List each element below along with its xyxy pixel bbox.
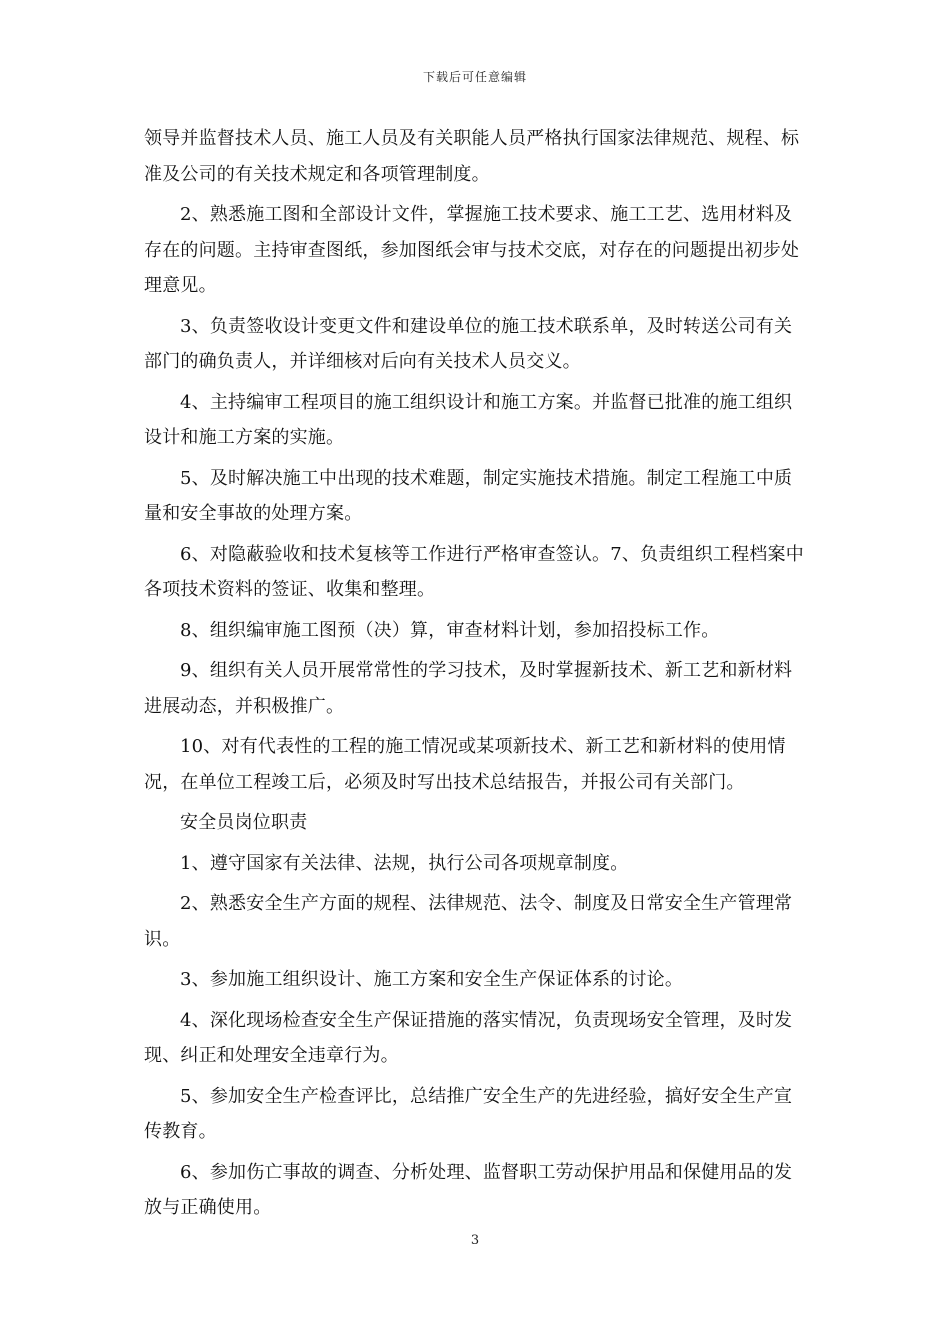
- paragraph-item-3: 3、负责签收设计变更文件和建设单位的施工技术联系单，及时转送公司有关部门的确负责人，并详细核对后向有关技术人员交义。: [144, 315, 793, 372]
- paragraph-item-5: 5、及时解决施工中出现的技术难题，制定实施技术措施。制定工程施工中质量和安全事故的处理方案。: [144, 467, 793, 524]
- safety-item-2: 2、熟悉安全生产方面的规程、法律规范、法令、制度及日常安全生产管理常识。: [144, 893, 793, 950]
- page-header: 下载后可任意编辑: [422, 70, 527, 84]
- page-number: 3: [470, 1233, 480, 1248]
- paragraph-continuation: 领导并监督技术人员、施工人员及有关职能人员严格执行国家法律规范、规程、标准及公司的有关技术规定和各项管理制度。: [144, 128, 800, 185]
- paragraph-item-9: 9、组织有关人员开展常常性的学习技术，及时掌握新技术、新工艺和新材料进展动态，并积极推广。: [144, 660, 793, 717]
- paragraph-item-10: 10、对有代表性的工程的施工情况或某项新技术、新工艺和新材料的使用情况，在单位工程竣工后，必须及时写出技术总结报告，并报公司有关部门。: [144, 736, 786, 793]
- paragraph-item-4: 4、主持编审工程项目的施工组织设计和施工方案。并监督已批准的施工组织设计和施工方案的实施。: [144, 391, 793, 448]
- safety-item-5: 5、参加安全生产检查评比，总结推广安全生产的先进经验，搞好安全生产宣传教育。: [144, 1085, 793, 1142]
- section-heading-safety-officer: 安全员岗位职责: [180, 812, 308, 833]
- paragraph-item-2: 2、熟悉施工图和全部设计文件，掌握施工技术要求、施工工艺、选用材料及存在的问题。主持审查图纸，参加图纸会审与技术交底，对存在的问题提出初步处理意见。: [144, 204, 800, 296]
- safety-item-1: 1、遵守国家有关法律、法规，执行公司各项规章制度。: [180, 852, 629, 874]
- safety-item-3: 3、参加施工组织设计、施工方案和安全生产保证体系的讨论。: [180, 969, 684, 990]
- paragraph-item-8: 8、组织编审施工图预（决）算，审查材料计划，参加招投标工作。: [180, 619, 720, 641]
- safety-item-6: 6、参加伤亡事故的调查、分析处理、监督职工劳动保护用品和保健用品的发放与正确使用。: [144, 1161, 793, 1218]
- safety-item-4: 4、深化现场检查安全生产保证措施的落实情况，负责现场安全管理，及时发现、纠正和处理安全违章行为。: [144, 1009, 793, 1066]
- document-body: [144, 121, 810, 1231]
- paragraph-item-6-7: 6、对隐蔽验收和技术复核等工作进行严格审查签认。7、负责组织工程档案中各项技术资料的签证、收集和整理。: [144, 543, 804, 600]
